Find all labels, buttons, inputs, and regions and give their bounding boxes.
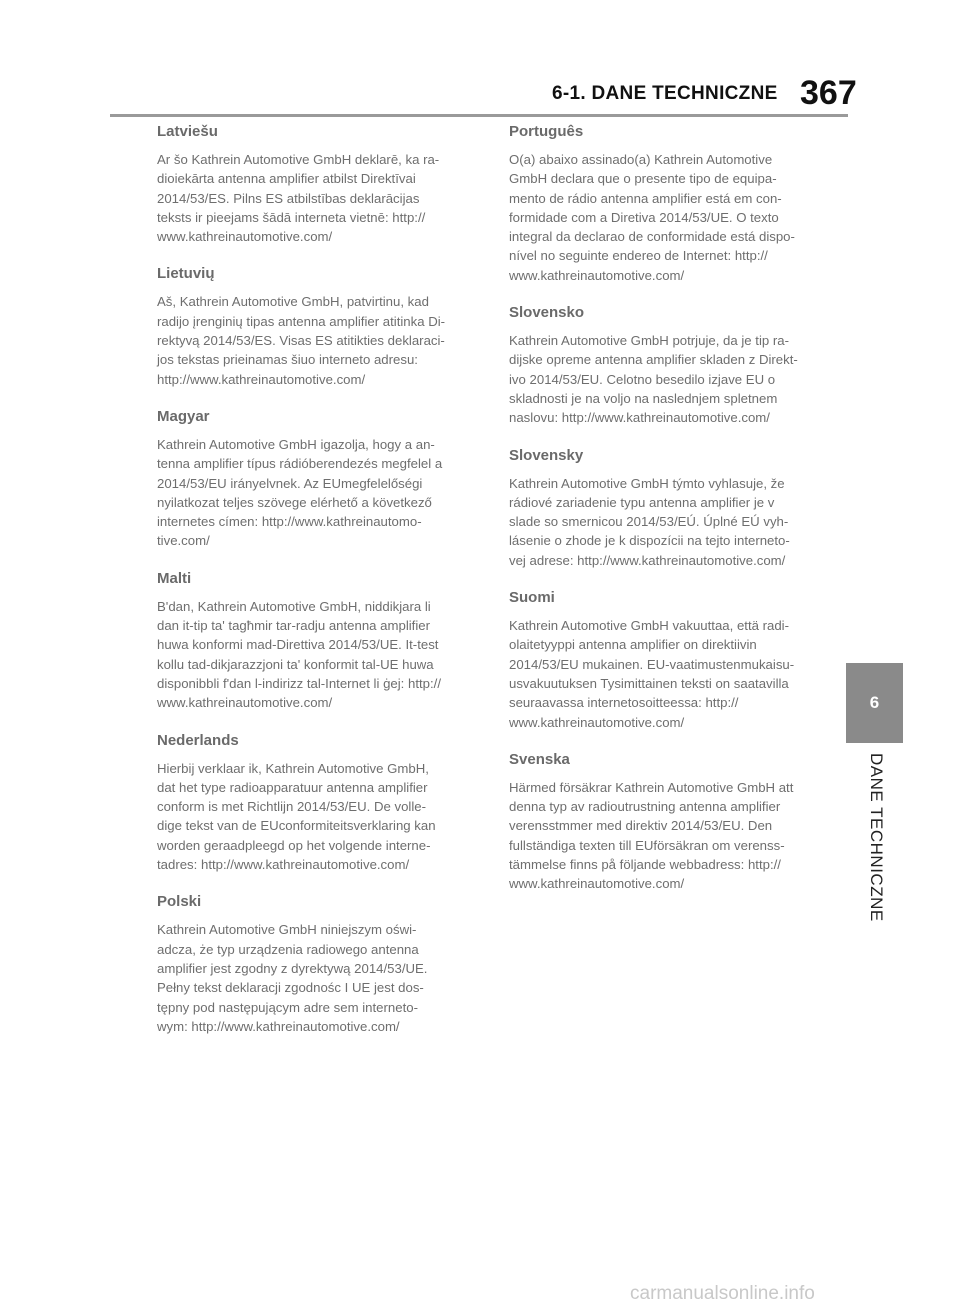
section-title: Slovensko	[509, 304, 585, 322]
section-body: Ar šo Kathrein Automotive GmbH deklarē, ka ra- dioiekārta antenna amplifier atbilst Direktīvai 2014/53/ES. Pilns ES atbilstības deklarācijas teksts ir pieejams šādā interneta vietnē: http:// www.kathreinautomotive.com/	[157, 152, 440, 245]
section-title: Malti	[157, 569, 192, 587]
section-portugues	[509, 122, 831, 285]
page-header	[0, 0, 960, 120]
section-body: Härmed försäkrar Kathrein Automotive GmbH att denna typ av radioutrustning antenna amplifier verensstmmer med direktiv 2014/53/EU. Den fullständiga texten till EUförsäkran om verenss- tämmelse finns på följande webbadress: http:// www.kathreinautomotive.com/	[509, 779, 794, 892]
section-magyar	[157, 407, 487, 551]
section-latviesu	[157, 122, 487, 246]
section-body: Kathrein Automotive GmbH vakuuttaa, että radi- olaitetyyppi antenna amplifier on direktiivin 2014/53/EU mukainen. EU-vaatimustenmukaisu- usvakuutuksen Tysimittainen teksti on saatavilla seuraavassa internetosoitteessa: http:// www.kathreinautomotive.com/	[509, 618, 795, 730]
chapter-title: 6-1. DANE TECHNICZNE	[552, 83, 778, 104]
section-slovensky	[509, 446, 831, 570]
section-body: B'dan, Kathrein Automotive GmbH, niddikjara li dan it-tip ta' tagħmir tar-radju antenna amplifier huwa konformi mad-Direttiva 2014/53/UE. It-test kollu tad-dikjarazzjoni ta' konformit tal-UE huwa disponibbli f'dan l-indirizz tal-Internet li ġej: http:// www.kathreinautomotive.com/	[157, 598, 441, 711]
section-body: Hierbij verklaar ik, Kathrein Automotive GmbH, dat het type radioapparatuur antenna amplifier conform is met Richtlijn 2014/53/EU. De volle- dige tekst van de EUconformiteitsverklaring kan worden geraadpleegd op het volgende interne- tadres: http://www.kathreinautomotive.com/	[157, 760, 436, 873]
section-suomi	[509, 588, 831, 732]
section-body: O(a) abaixo assinado(a) Kathrein Automotive GmbH declara que o presente tipo de equipa- mento de rádio antenna amplifier está em con- formidade com a Diretiva 2014/53/UE. O texto integral da declarao de conformidade está dispo- nível no seguinte endereo de Internet: http:// www.kathreinautomotive.com/	[509, 152, 795, 283]
section-body: Kathrein Automotive GmbH týmto vyhlasuje, že rádiové zariadenie typu antenna amplifier je v slade so smernicou 2014/53/EÚ. Úplné EÚ vyh- lásenie o zhode je k dispozícii na tejto interneto- vej adrese: http://www.kathreinautomotive.com/	[509, 475, 790, 568]
page-number: 367	[800, 74, 857, 112]
section-body: Kathrein Automotive GmbH potrjuje, da je tip ra- dijske opreme antenna amplifier skladen z Direkt- ivo 2014/53/EU. Celotno besedilo izjave EU o skladnosti je na voljo na naslednjem spletnem naslovu: http://www.kathreinautomotive.com/	[509, 333, 798, 426]
section-title: Magyar	[157, 407, 210, 425]
section-lietuviu	[157, 264, 487, 388]
section-nederlands	[157, 731, 487, 875]
header-divider	[110, 114, 848, 117]
section-title: Português	[509, 123, 584, 140]
section-title: Lietuvių	[157, 265, 215, 283]
chapter-tab: 6	[846, 663, 903, 743]
section-body: Aš, Kathrein Automotive GmbH, patvirtinu, kad radijo įrenginių tipas antenna amplifier atitinka Di- rektyvą 2014/53/ES. Visas ES atitikties deklaraci- jos tekstas prieinamas šiuo interneto adresu: http://www.kathreinautomotive.com/	[157, 294, 446, 387]
section-title: Svenska	[509, 750, 570, 768]
left-column	[157, 122, 487, 1054]
section-body: Kathrein Automotive GmbH igazolja, hogy a an- tenna amplifier típus rádióberendezés megfelel a 2014/53/EU irányelvnek. Az EUmegfelelőségi nyilatkozat teljes szövege elérhető a következő internetes címen: http://www.kathreinautomo- tive.com/	[157, 436, 443, 549]
section-body: Kathrein Automotive GmbH niniejszym oświ- adcza, że typ urządzenia radiowego antenna amplifier jest zgodny z dyrektywą 2014/53/UE. Pełny tekst deklaracji zgodnośc I UE jest dos- tępny pod następującym adre sem interneto- wym: http://www.kathreinautomotive.com/	[157, 922, 428, 1034]
section-polski	[157, 892, 487, 1036]
section-title: Slovensky	[509, 446, 584, 464]
section-title: Suomi	[509, 589, 555, 607]
chapter-side-label: DANE TECHNICZNE	[867, 753, 886, 922]
section-svenska	[509, 750, 831, 894]
section-malti	[157, 569, 487, 713]
section-slovensko	[509, 303, 831, 427]
section-title: Latviešu	[157, 123, 218, 140]
watermark: carmanualsonline.info	[630, 1283, 815, 1304]
right-column	[509, 122, 831, 912]
section-title: Polski	[157, 893, 202, 911]
section-title: Nederlands	[157, 731, 239, 749]
